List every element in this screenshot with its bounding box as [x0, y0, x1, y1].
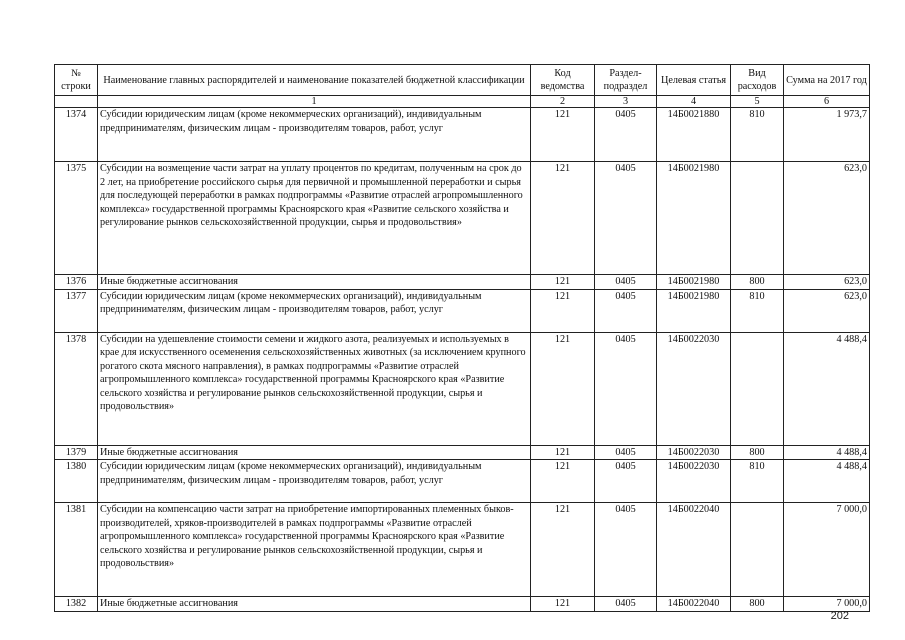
header-expense-type: Вид расходов — [731, 65, 784, 96]
header-section: Раздел-подраздел — [595, 65, 657, 96]
row-dept-code: 121 — [531, 503, 595, 597]
row-number: 1374 — [55, 108, 98, 162]
row-expense-type — [731, 503, 784, 597]
table-row — [55, 597, 870, 612]
table-row — [55, 445, 870, 460]
row-section: 0405 — [595, 332, 657, 445]
row-name: Субсидии юридическим лицам (кроме некоммерческих организаций), индивидуальным предпринимателям, физическим лицам - производителям товаров, работ, услуг — [98, 108, 531, 162]
row-dept-code: 121 — [531, 108, 595, 162]
row-expense-type: 810 — [731, 460, 784, 503]
row-name: Субсидии юридическим лицам (кроме некоммерческих организаций), индивидуальным предпринимателям, физическим лицам - производителям товаров, работ, услуг — [98, 289, 531, 332]
table-row — [55, 289, 870, 332]
table-row — [55, 503, 870, 597]
row-number: 1382 — [55, 597, 98, 612]
row-section: 0405 — [595, 108, 657, 162]
row-number: 1376 — [55, 275, 98, 290]
column-number: 6 — [784, 96, 870, 108]
row-name: Субсидии на удешевление стоимости семени и жидкого азота, реализуемых и используемых в крае для искусственного осеменения сельскохозяйственных животных (за исключением крупного рогатого скота мясного направления), в рамках подпрограммы «Развитие отраслей агропромышленного комплекса» государственной программы Красноярского края «Развитие сельского хозяйства и регулирование рынков сельскохозяйственной продукции, сырья и продовольствия» — [98, 332, 531, 445]
row-name: Иные бюджетные ассигнования — [98, 275, 531, 290]
row-expense-type — [731, 332, 784, 445]
row-name: Иные бюджетные ассигнования — [98, 597, 531, 612]
row-expense-type — [731, 162, 784, 275]
row-expense-type: 810 — [731, 289, 784, 332]
column-number — [55, 96, 98, 108]
budget-table — [54, 64, 870, 612]
row-section: 0405 — [595, 503, 657, 597]
header-amount: Сумма на 2017 год — [784, 65, 870, 96]
row-target-article: 14Б0021880 — [657, 108, 731, 162]
row-number: 1377 — [55, 289, 98, 332]
table-row — [55, 162, 870, 275]
row-amount: 4 488,4 — [784, 460, 870, 503]
row-number: 1375 — [55, 162, 98, 275]
row-section: 0405 — [595, 289, 657, 332]
row-section: 0405 — [595, 162, 657, 275]
column-number: 5 — [731, 96, 784, 108]
column-number: 1 — [98, 96, 531, 108]
header-row-num: № строки — [55, 65, 98, 96]
column-number: 4 — [657, 96, 731, 108]
row-name: Иные бюджетные ассигнования — [98, 445, 531, 460]
table-row — [55, 332, 870, 445]
row-target-article: 14Б0021980 — [657, 162, 731, 275]
row-expense-type: 800 — [731, 275, 784, 290]
column-number-row — [55, 96, 870, 108]
column-number: 2 — [531, 96, 595, 108]
column-number: 3 — [595, 96, 657, 108]
row-target-article: 14Б0022030 — [657, 445, 731, 460]
row-amount: 623,0 — [784, 289, 870, 332]
row-number: 1379 — [55, 445, 98, 460]
row-name: Субсидии на компенсацию части затрат на приобретение импортированных племенных быков-производителей, хряков-производителей в рамках подпрограммы «Развитие отраслей агропромышленного комплекса» государственной программы Красноярского края «Развитие сельского хозяйства и регулирование рынков сельскохозяйственной продукции, сырья и продовольствия» — [98, 503, 531, 597]
row-target-article: 14Б0022030 — [657, 332, 731, 445]
row-dept-code: 121 — [531, 289, 595, 332]
row-amount: 623,0 — [784, 275, 870, 290]
row-dept-code: 121 — [531, 597, 595, 612]
row-section: 0405 — [595, 275, 657, 290]
row-dept-code: 121 — [531, 162, 595, 275]
row-amount: 1 973,7 — [784, 108, 870, 162]
table-body — [55, 96, 870, 612]
row-expense-type: 800 — [731, 597, 784, 612]
row-amount: 623,0 — [784, 162, 870, 275]
row-name: Субсидии юридическим лицам (кроме некоммерческих организаций), индивидуальным предпринимателям, физическим лицам - производителям товаров, работ, услуг — [98, 460, 531, 503]
header-dept-code: Код ведомства — [531, 65, 595, 96]
row-number: 1381 — [55, 503, 98, 597]
row-target-article: 14Б0022030 — [657, 460, 731, 503]
row-amount: 7 000,0 — [784, 503, 870, 597]
row-target-article: 14Б0022040 — [657, 597, 731, 612]
row-target-article: 14Б0022040 — [657, 503, 731, 597]
row-number: 1380 — [55, 460, 98, 503]
row-expense-type: 810 — [731, 108, 784, 162]
row-name: Субсидии на возмещение части затрат на уплату процентов по кредитам, полученным на срок до 2 лет, на приобретение российского сырья для первичной и промышленной переработки и сырья для последующей переработки в рамках подпрограммы «Развитие отраслей агропромышленного комплекса» государственной программы Красноярского края «Развитие сельского хозяйства и регулирование рынков сельскохозяйственной продукции, сырья и продовольствия» — [98, 162, 531, 275]
row-dept-code: 121 — [531, 275, 595, 290]
row-amount: 7 000,0 — [784, 597, 870, 612]
row-dept-code: 121 — [531, 460, 595, 503]
table-row — [55, 108, 870, 162]
table-row — [55, 460, 870, 503]
row-target-article: 14Б0021980 — [657, 275, 731, 290]
header-row — [55, 65, 870, 96]
row-number: 1378 — [55, 332, 98, 445]
row-section: 0405 — [595, 597, 657, 612]
row-dept-code: 121 — [531, 445, 595, 460]
row-amount: 4 488,4 — [784, 332, 870, 445]
row-target-article: 14Б0021980 — [657, 289, 731, 332]
row-amount: 4 488,4 — [784, 445, 870, 460]
row-section: 0405 — [595, 445, 657, 460]
row-dept-code: 121 — [531, 332, 595, 445]
page-number: 202 — [830, 610, 849, 622]
row-expense-type: 800 — [731, 445, 784, 460]
header-target-article: Целевая статья — [657, 65, 731, 96]
table-row — [55, 275, 870, 290]
header-name: Наименование главных распорядителей и наименование показателей бюджетной классификации — [98, 65, 531, 96]
row-section: 0405 — [595, 460, 657, 503]
